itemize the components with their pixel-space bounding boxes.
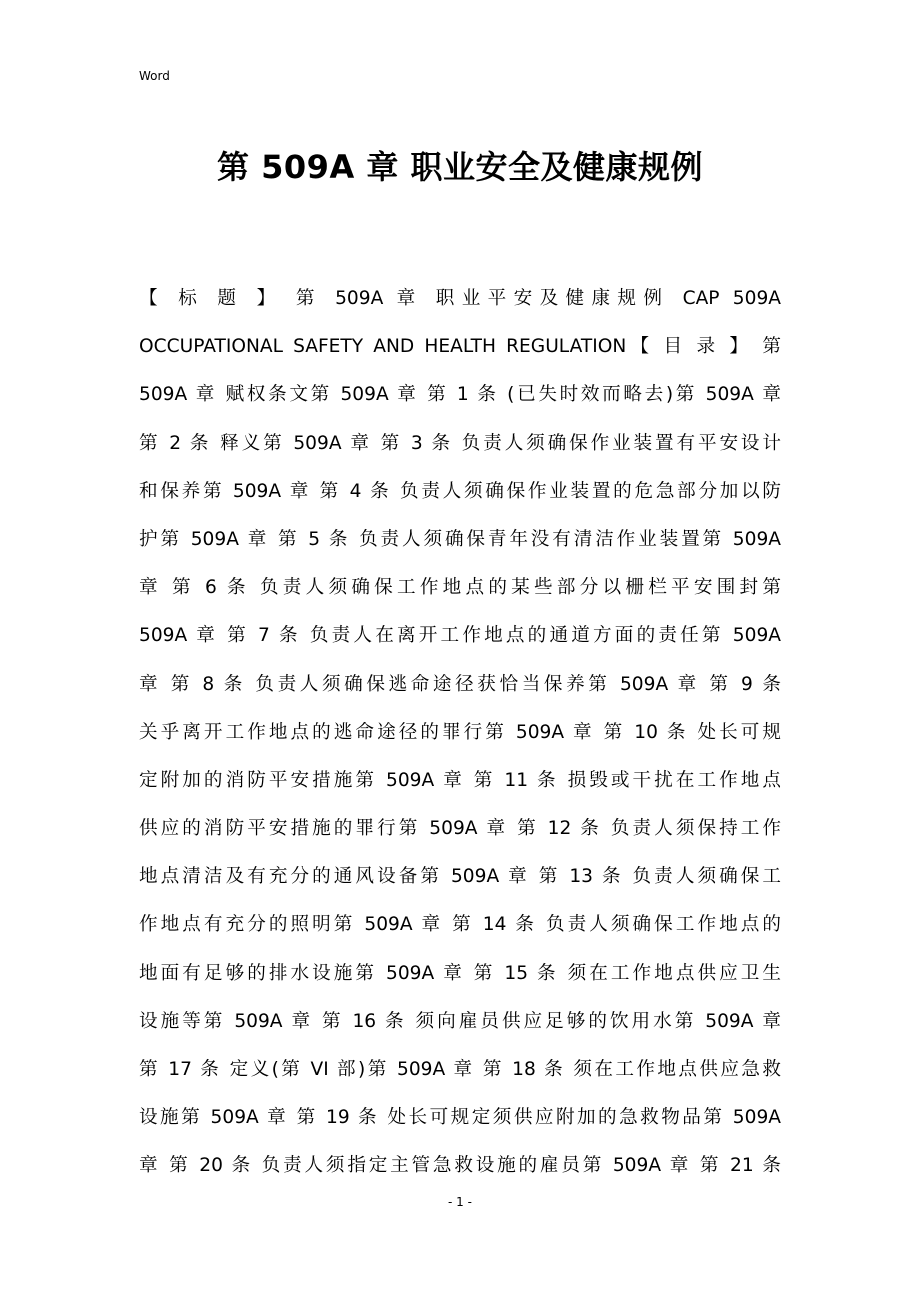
document-title: 第 509A 章 职业安全及健康规例	[217, 148, 703, 186]
body-line: 地点清洁及有充分的通风设备第 509A 章 第 13 条 负责人须确保工	[139, 866, 781, 888]
body-line: 章 第 6 条 负责人须确保工作地点的某些部分以栅栏平安围封第	[139, 577, 781, 599]
body-line: 章 第 8 条 负责人须确保逃命途径获恰当保养第 509A 章 第 9 条	[139, 673, 781, 695]
body-line: 第 2 条 释义第 509A 章 第 3 条 负责人须确保作业装置有平安设计	[139, 432, 781, 454]
body-line: 护第 509A 章 第 5 条 负责人须确保青年没有清洁作业装置第 509A	[139, 528, 781, 550]
body-line: 作地点有充分的照明第 509A 章 第 14 条 负责人须确保工作地点的	[139, 914, 781, 936]
body-line: 定附加的消防平安措施第 509A 章 第 11 条 损毁或干扰在工作地点	[139, 769, 781, 791]
body-line: 关乎离开工作地点的逃命途径的罪行第 509A 章 第 10 条 处长可规	[139, 721, 781, 743]
page-header: Word	[139, 69, 170, 83]
body-line: 地面有足够的排水设施第 509A 章 第 15 条 须在工作地点供应卫生	[139, 962, 781, 984]
body-line: 和保养第 509A 章 第 4 条 负责人须确保作业装置的危急部分加以防	[139, 480, 781, 502]
body-line: 509A 章 第 7 条 负责人在离开工作地点的通道方面的责任第 509A	[139, 625, 781, 647]
page-number: - 1 -	[448, 1195, 472, 1209]
body-line: 章 第 20 条 负责人须指定主管急救设施的雇员第 509A 章 第 21 条	[139, 1155, 781, 1177]
body-line: 第 17 条 定义(第 VI 部)第 509A 章 第 18 条 须在工作地点供应急救	[139, 1059, 781, 1080]
document-body	[139, 275, 781, 1191]
body-line: 【 标 题 】 第 509A 章 职业平安及健康规例 CAP 509A	[139, 288, 781, 309]
body-line: 供应的消防平安措施的罪行第 509A 章 第 12 条 负责人须保持工作	[139, 818, 781, 840]
body-line: 509A 章 赋权条文第 509A 章 第 1 条 (已失时效而略去)第 509A 章	[139, 384, 781, 406]
body-line: OCCUPATIONAL SAFETY AND HEALTH REGULATION【 目 录 】 第	[139, 336, 781, 358]
body-line: 设施第 509A 章 第 19 条 处长可规定须供应附加的急救物品第 509A	[139, 1107, 781, 1129]
body-line: 设施等第 509A 章 第 16 条 须向雇员供应足够的饮用水第 509A 章	[139, 1010, 781, 1032]
